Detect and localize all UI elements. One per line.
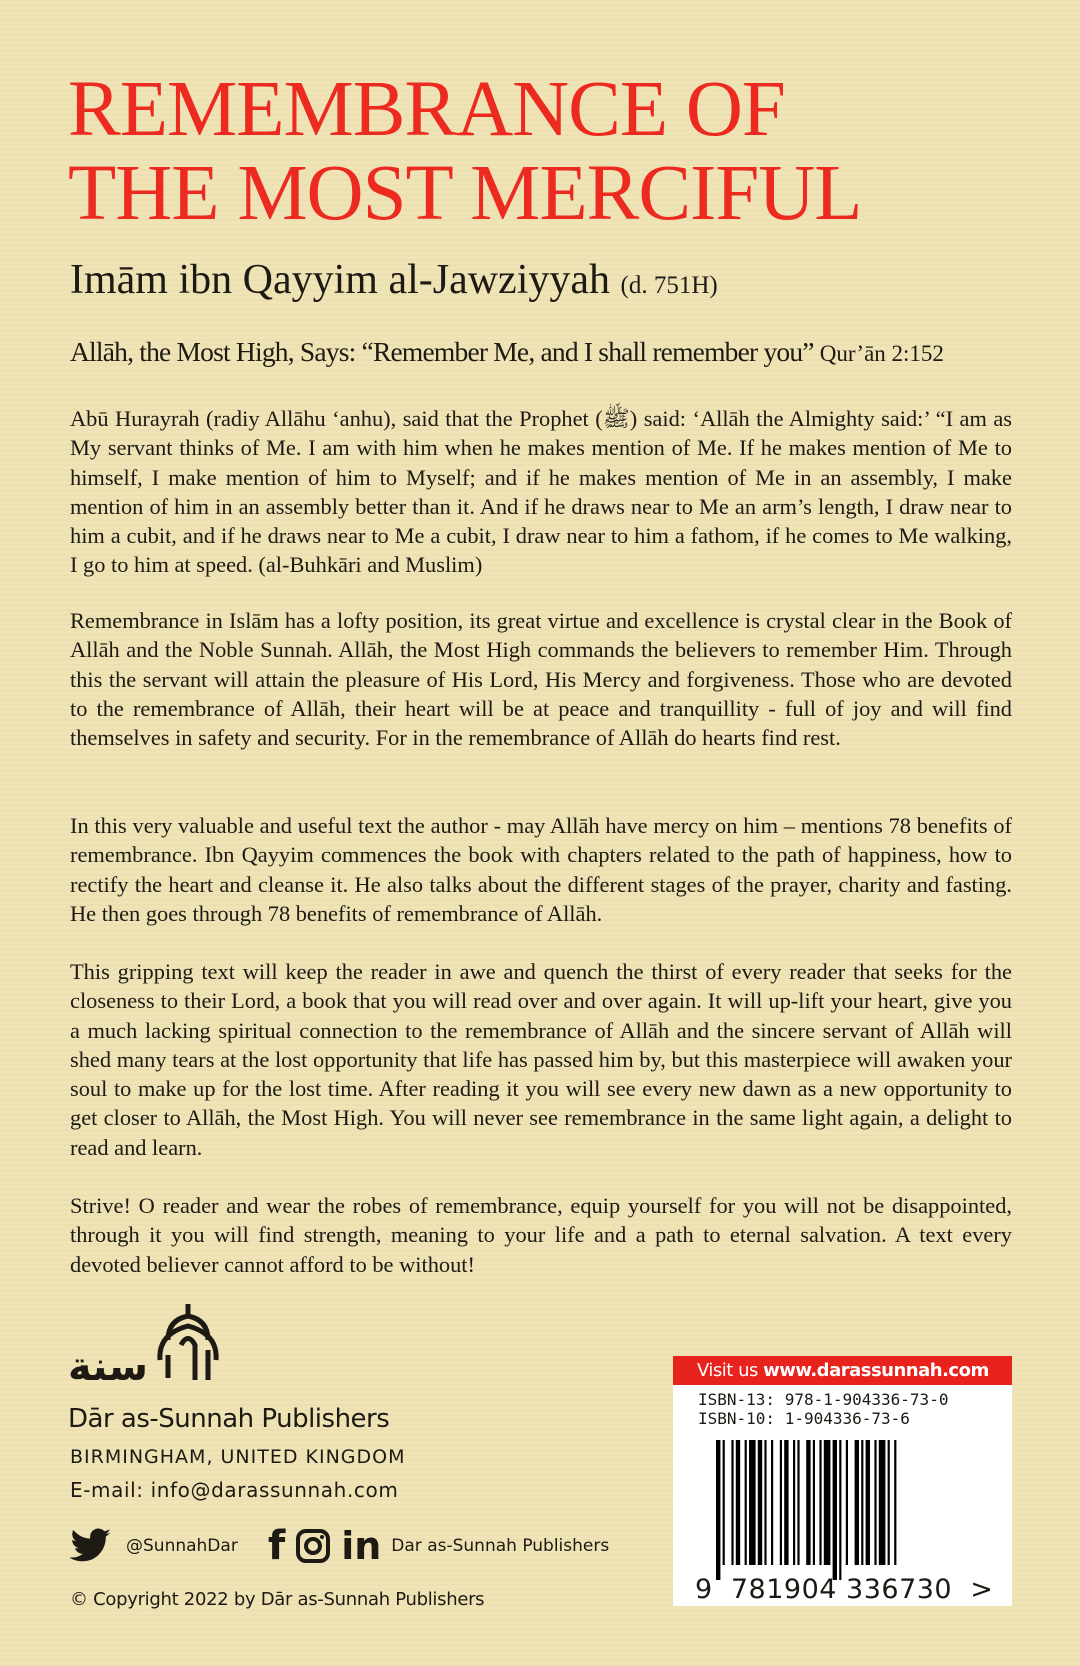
publisher-name: Dār as-Sunnah Publishers <box>68 1404 390 1434</box>
barcode-number <box>695 1574 993 1605</box>
quran-quote <box>70 336 944 368</box>
twitter-icon[interactable] <box>68 1528 114 1564</box>
visit-banner[interactable] <box>673 1356 1012 1385</box>
author-death: (d. 751H) <box>620 272 718 299</box>
publisher-email[interactable]: E-mail: info@darassunnah.com <box>70 1478 399 1502</box>
author <box>70 256 718 304</box>
quote-ref: Qur’ān 2:152 <box>819 341 944 366</box>
paragraph-remembrance: Remembrance in Islām has a lofty position, its great virtue and excellence is crystal clear in the Book of Allāh and the Noble Sunnah. Allāh, the Most High commands the believers to remember Him. Through this the servant will attain the pleasure of His Lord, His Mercy and forgiveness. Those who are devoted to the remembrance of Allāh, their heart will be at peace and tranquillity - full of joy and will find themselves in safety and security. For in the remembrance of Allāh do hearts find rest. <box>70 608 1012 751</box>
social-row <box>68 1523 610 1569</box>
isbn-13: ISBN-13: 978-1-904336-73-0 <box>698 1390 949 1409</box>
paragraph-strive: Strive! O reader and wear the robes of remembrance, equip yourself for you will not be disappointed, through it you will find strength, meaning to your life and a path to eternal salvation. A text every devoted believer cannot afford to be without! <box>70 1193 1012 1277</box>
book-title <box>68 68 862 236</box>
social-name[interactable]: Dar as-Sunnah Publishers <box>391 1536 610 1556</box>
publisher-logo <box>68 1300 233 1395</box>
paragraph-hadith: Abū Hurayrah (radiy Allāhu ‘anhu), said that the Prophet (ﷺ) said: ‘Allāh the Almighty said:’ “I am as My servant thinks of Me. I am with him when he makes mention of Me. If he makes mention of Me to himself, I make mention of him to Myself; and if he makes mention of Me in an assembly, I make mention of him in an assembly better than it. And if he draws near to Me an arm’s length, I draw near to him a cubit, and if he draws near to Me a cubit, I draw near to him a fathom, if he comes to Me walking, I go to him at speed. (al-Buhkāri and Muslim) <box>70 406 1012 578</box>
isbn-box <box>673 1356 1012 1606</box>
barcode-left: 781904 <box>730 1574 837 1605</box>
paragraph-benefits: In this very valuable and useful text the author - may Allāh have mercy on him – mentions 78 benefits of remembrance. Ibn Qayyim commences the book with chapters related to the path of happiness, how to rectify the heart and cleanse it. He also talks about the different stages of the prayer, charity and fasting. He then goes through 78 benefits of remembrance of Allāh. <box>70 813 1012 926</box>
twitter-handle[interactable]: @SunnahDar <box>126 1536 238 1556</box>
facebook-icon[interactable]: f <box>267 1523 286 1569</box>
linkedin-icon[interactable]: in <box>341 1524 382 1568</box>
barcode-icon <box>716 1440 956 1580</box>
barcode-arrow: > <box>970 1574 994 1605</box>
barcode-digit-first: 9 <box>695 1574 713 1605</box>
title-line-1: REMEMBRANCE OF <box>68 66 785 153</box>
author-name: Imām ibn Qayyim al-Jawziyyah <box>70 257 611 303</box>
dome-logo-icon <box>68 1300 233 1390</box>
quote-text: Allāh, the Most High, Says: “Remember Me, and I shall remember you” <box>70 336 814 367</box>
title-line-2: THE MOST MERCIFUL <box>68 150 862 237</box>
barcode-right: 336730 <box>846 1574 953 1605</box>
copyright: © Copyright 2022 by Dār as-Sunnah Publishers <box>70 1589 485 1610</box>
instagram-icon[interactable] <box>295 1528 331 1564</box>
website-link[interactable]: www.darassunnah.com <box>763 1360 989 1381</box>
paragraph-gripping: This gripping text will keep the reader in awe and quench the thirst of every reader that seeks for the closeness to their Lord, a book that you will read over and over again. It will up-lift your heart, give you a much lacking spiritual connection to the remembrance of Allāh and the sincere servant of Allāh will shed many tears at the lost opportunity that life has passed him by, but this masterpiece will awaken your soul to make up for the lost time. After reading it you will see every new dawn as a new opportunity to get closer to Allāh, the Most High. You will never see remembrance in the same light again, a delight to read and learn. <box>70 959 1012 1160</box>
svg-text:سنة: سنة <box>68 1344 148 1390</box>
visit-label: Visit us <box>697 1360 758 1381</box>
isbn-10: ISBN-10: 1-904336-73-6 <box>698 1409 910 1428</box>
publisher-city: BIRMINGHAM, UNITED KINGDOM <box>70 1446 406 1468</box>
